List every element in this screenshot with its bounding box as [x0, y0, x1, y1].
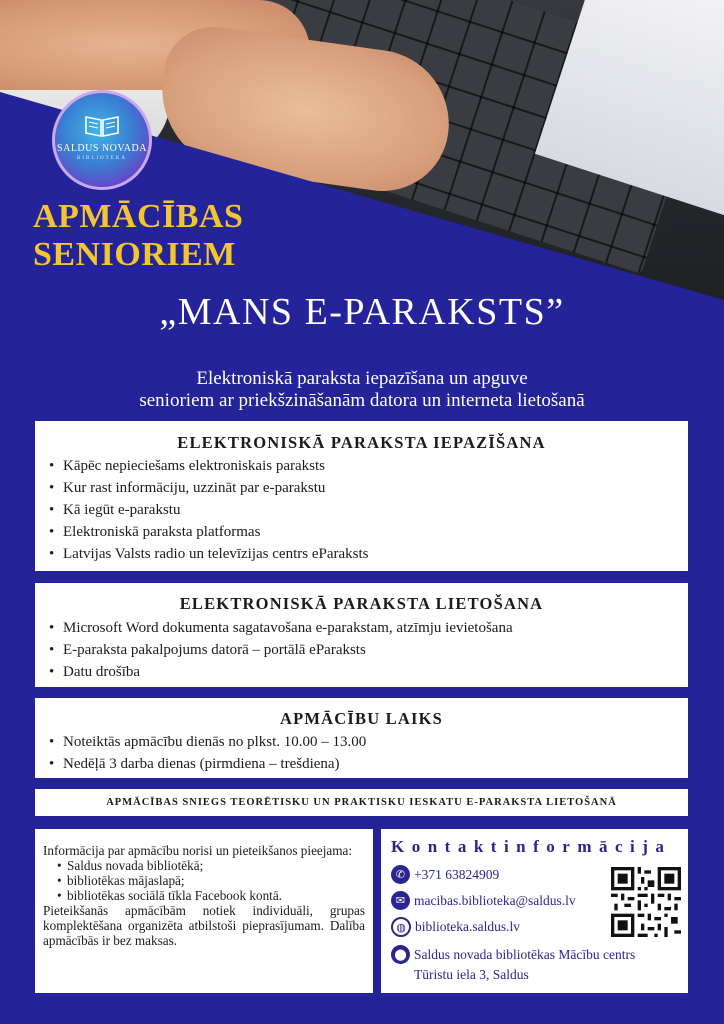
list-item: • E-paraksta pakalpojums datorā – portālā eParaksts — [49, 639, 688, 661]
page-title: „MANS E-PARAKSTS” — [159, 291, 565, 333]
section-heading: ELEKTRONISKĀ PARAKSTA IEPAZĪŠANA — [177, 433, 546, 452]
book-icon — [83, 111, 121, 139]
page-heading — [33, 198, 333, 274]
logo-subtitle: BIBLIOTEKA — [77, 156, 127, 161]
list-item: • Microsoft Word dokumenta sagatavošana e-parakstam, atzīmju ievietošana — [49, 617, 688, 639]
location-icon: ⬤ — [391, 945, 410, 964]
info-banner: APMĀCĪBAS SNIEGS TEORĒTISKU UN PRAKTISKU IESKATU E-PARAKSTA LIETOŠANĀ — [35, 789, 688, 816]
list-item: • Noteiktās apmācību dienās no plkst. 10.00 – 13.00 — [49, 731, 688, 753]
list-item: • Kāpēc nepieciešams elektroniskais paraksts — [49, 455, 688, 477]
phone-row[interactable] — [391, 865, 499, 884]
page-subtitle — [0, 368, 724, 412]
bullet-list — [35, 617, 688, 683]
info-outro: Pieteikšanās apmācībām notiek individuāli, grupas komplektēšana organizēta atbilstoši pieprasījumam. Dalība apmācībās ir bez maksas. — [43, 903, 365, 948]
address-line-1: Saldus novada bibliotēkas Mācību centrs — [414, 946, 636, 962]
list-item: • bibliotēkas sociālā tīkla Facebook kontā. — [57, 888, 365, 903]
bullet-list — [35, 455, 688, 565]
section-heading: ELEKTRONISKĀ PARAKSTA LIETOŠANA — [179, 594, 544, 613]
mail-icon: ✉ — [391, 891, 410, 910]
qr-code[interactable] — [611, 867, 681, 937]
website-link[interactable]: biblioteka.saldus.lv — [415, 919, 520, 934]
list-item: • Nedēļā 3 darba dienas (pirmdiena – trešdiena) — [49, 753, 688, 775]
section-schedule — [35, 698, 688, 778]
subtitle-line-1: Elektroniskā paraksta iepazīšana un apguve — [196, 368, 528, 389]
list-item: • Saldus novada bibliotēkā; — [57, 858, 365, 873]
subtitle-line-2: senioriem ar priekšzināšanām datora un interneta lietošanā — [139, 390, 585, 411]
list-item: • Datu drošība — [49, 661, 688, 683]
info-list — [43, 858, 365, 903]
section-heading: APMĀCĪBU LAIKS — [279, 709, 444, 728]
email-link[interactable]: macibas.biblioteka@saldus.lv — [414, 892, 576, 908]
email-row[interactable] — [391, 891, 576, 910]
globe-icon: ◍ — [391, 917, 411, 937]
list-item: • Kā iegūt e-parakstu — [49, 499, 688, 521]
section-usage — [35, 583, 688, 687]
heading-line-2: SENIORIEM — [33, 236, 236, 273]
list-item: • bibliotēkas mājaslapā; — [57, 873, 365, 888]
contact-title: Kontaktinformācija — [391, 837, 672, 856]
list-item: • Kur rast informāciju, uzzināt par e-parakstu — [49, 477, 688, 499]
phone-number[interactable]: +371 63824909 — [414, 866, 500, 882]
info-intro: Informācija par apmācību norisi un pieteikšanos pieejama: — [43, 843, 353, 858]
list-item: • Elektroniskā paraksta platformas — [49, 521, 688, 543]
address-line-2: Tūristu iela 3, Saldus — [414, 967, 529, 982]
section-introduction — [35, 421, 688, 571]
website-row[interactable] — [391, 917, 520, 937]
address-row — [391, 945, 635, 964]
contact-panel — [381, 829, 688, 993]
library-logo — [52, 90, 152, 190]
registration-info — [35, 829, 373, 993]
heading-line-1: APMĀCĪBAS — [33, 198, 244, 235]
bullet-list — [35, 731, 688, 775]
list-item: • Latvijas Valsts radio un televīzijas centrs eParaksts — [49, 543, 688, 565]
phone-icon: ✆ — [391, 865, 410, 884]
logo-name: SALDUS NOVADA — [57, 143, 147, 154]
